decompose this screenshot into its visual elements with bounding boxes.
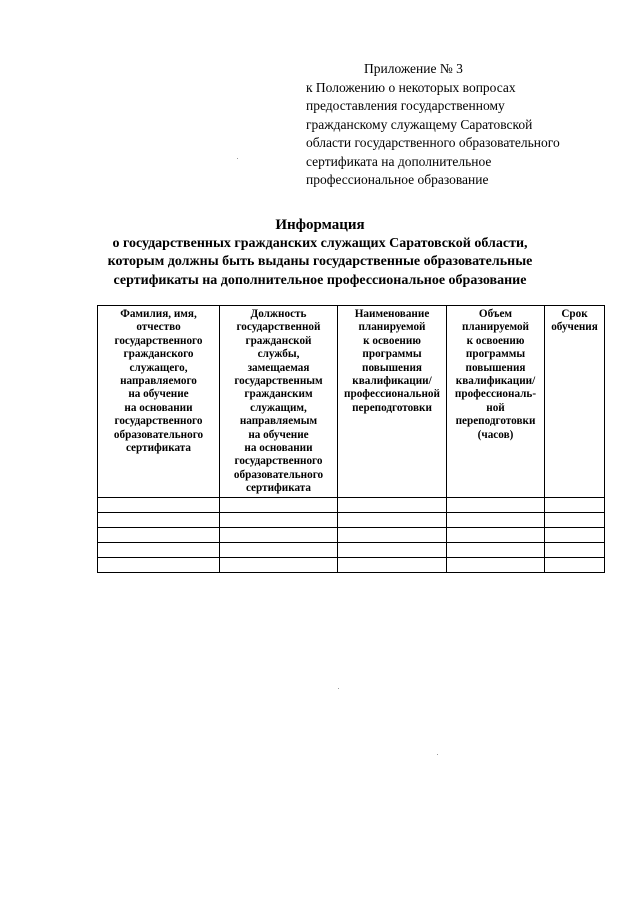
header-text-line: профессиональ- (454, 388, 537, 401)
header-text-line: Наименование (354, 308, 430, 320)
table-cell (545, 542, 605, 557)
header-text-line: к освоению (363, 334, 421, 347)
table-cell (220, 557, 338, 572)
table-cell (545, 557, 605, 572)
header-text-line: Объем (478, 308, 513, 320)
table-cell (98, 512, 220, 527)
scan-speck (437, 754, 438, 755)
table-cell (220, 527, 338, 542)
table-cell (98, 542, 220, 557)
table-row (98, 542, 605, 557)
table-header-row (98, 306, 605, 498)
header-text-line: государственного (114, 334, 203, 347)
table-cell (98, 497, 220, 512)
heading-line: сертификаты на дополнительное профессиональное образование (113, 272, 527, 288)
header-text-line: программы (465, 348, 526, 361)
header-text-line: переподготовки (352, 401, 432, 414)
header-text-line: планируемой (461, 321, 529, 334)
header-text-line: службы, (257, 348, 300, 361)
info-table (97, 305, 605, 573)
appendix-title: Приложение № 3 (364, 61, 463, 76)
table-cell (447, 497, 545, 512)
col-full-name-header (98, 306, 220, 498)
table-body (98, 497, 605, 572)
table-row (98, 497, 605, 512)
table-cell (338, 527, 447, 542)
header-text-line: замещаемая (247, 361, 310, 374)
header-text-line: государственного (234, 455, 323, 468)
header-text-line: Фамилия, имя, (120, 308, 197, 320)
header-text-line: Срок (561, 308, 588, 320)
table-cell (98, 557, 220, 572)
header-text-line: переподготовки (455, 415, 536, 428)
table-cell (447, 512, 545, 527)
header-text-line: Должность (250, 308, 307, 320)
table-cell (545, 497, 605, 512)
header-text-line: квалификации/ (352, 375, 432, 388)
header-text-line: планируемой (358, 321, 426, 334)
header-text-line: на обучение (128, 388, 189, 401)
header-text-line: сертификата (245, 482, 312, 495)
heading-line: которым должны быть выданы государственные образовательные (107, 254, 533, 269)
header-text-line: квалификации/ (455, 375, 536, 388)
table-cell (447, 542, 545, 557)
header-text-line: государственной (236, 321, 321, 334)
appendix-line: к Положению о некоторых вопросах (306, 79, 516, 95)
header-text-line: направляемым (239, 415, 318, 428)
header-text-line: сертификата (125, 442, 192, 455)
table-cell (220, 497, 338, 512)
header-text-line: государственным (234, 375, 323, 388)
table-cell (447, 527, 545, 542)
col-study-term-header (545, 306, 605, 498)
col-position-header (220, 306, 338, 498)
header-text-line: гражданским (244, 388, 313, 401)
heading-title: Информация (275, 217, 365, 233)
table-cell (338, 542, 447, 557)
table-cell (220, 512, 338, 527)
table-cell (545, 527, 605, 542)
table-cell (338, 512, 447, 527)
header-text-line: повышения (465, 361, 526, 374)
appendix-line: профессиональное образование (306, 172, 489, 187)
col-program-hours-header (447, 306, 545, 498)
table-cell (338, 497, 447, 512)
header-text-line: повышения (362, 361, 422, 374)
appendix-block (306, 60, 626, 190)
header-text-line: к освоению (466, 334, 525, 347)
header-text-line: образовательного (233, 468, 324, 481)
table-cell (447, 557, 545, 572)
scan-speck (338, 688, 339, 689)
header-text-line: на основании (244, 442, 313, 455)
heading-line: о государственных гражданских служащих Саратовской области, (112, 235, 528, 251)
header-text-line: гражданского (123, 348, 194, 361)
appendix-line: области государственного образовательного (306, 135, 560, 150)
col-program-name-header (338, 306, 447, 498)
appendix-line: предоставления государственному (306, 98, 505, 113)
table-row (98, 527, 605, 542)
header-text-line: обучения (551, 321, 598, 334)
header-text-line: направляемого (120, 375, 197, 388)
scan-speck (237, 158, 238, 159)
header-text-line: профессиональной (344, 388, 440, 401)
header-text-line: отчество (136, 321, 181, 334)
document-heading (0, 216, 640, 290)
table-cell (338, 557, 447, 572)
header-text-line: (часов) (477, 428, 514, 441)
table-row (98, 557, 605, 572)
header-text-line: государственного (114, 415, 203, 428)
header-text-line: образовательного (113, 428, 204, 441)
appendix-line: гражданскому служащему Саратовской (306, 116, 533, 132)
header-text-line: служащего, (129, 361, 188, 374)
header-text-line: на основании (124, 401, 193, 414)
table-row (98, 512, 605, 527)
header-text-line: на обучение (248, 428, 309, 441)
table-cell (98, 527, 220, 542)
header-text-line: гражданской (245, 334, 312, 347)
appendix-line: сертификата на дополнительное (306, 153, 492, 169)
header-text-line: ной (486, 401, 505, 414)
table-cell (220, 542, 338, 557)
header-text-line: программы (362, 348, 422, 361)
header-text-line: служащим, (250, 401, 307, 414)
table-cell (545, 512, 605, 527)
